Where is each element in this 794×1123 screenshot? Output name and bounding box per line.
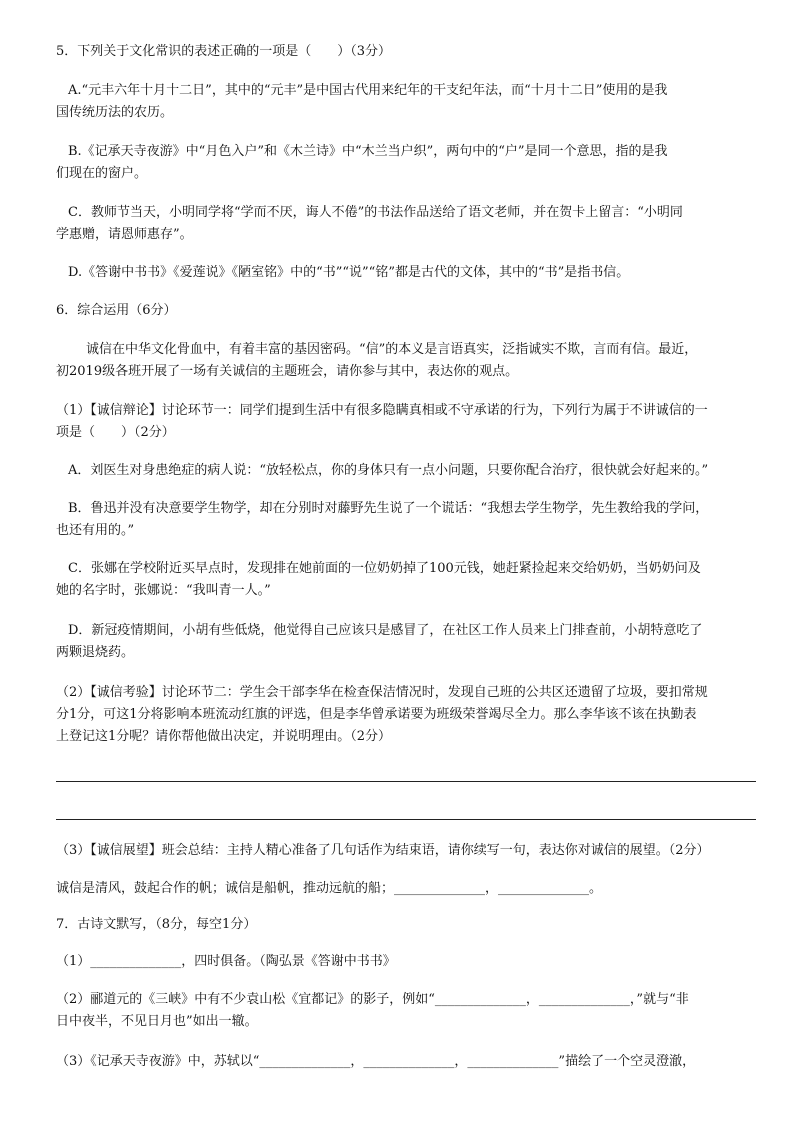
q6-intro-line2: 初2019级各班开展了一场有关诚信的主题班会，请你参与其中，表达你的观点。	[56, 364, 519, 379]
q5-option-b-line1: B.《记承天寺夜游》中“月色入户”和《木兰诗》中“木兰当户织”，两句中的“户”是同一个意思，指的是我	[68, 144, 668, 159]
q7-item2-line2: 日中夜半，不见日月也”如出一辙。	[56, 1014, 258, 1029]
q6-option-d-line2: 两颗退烧药。	[56, 645, 135, 660]
q5-option-a-line1: A.“元丰六年十月十二日”，其中的“元丰”是中国古代用来纪年的干支纪年法，而“十月十二日”使用的是我	[68, 83, 668, 98]
q6-part3-fill: 诚信是清风，鼓起合作的帆；诚信是船帆，推动远航的船；______________，______________。	[56, 881, 603, 896]
q7-stem: 7．古诗文默写，（8分，每空1分）	[56, 917, 257, 932]
q5-option-a-line2: 国传统历法的农历。	[56, 105, 174, 120]
q6-part1-line2: 项是（ ）（2分）	[56, 425, 175, 440]
q6-option-c-line1: C．张娜在学校附近买早点时，发现排在她前面的一位奶奶掉了100元钱，她赶紧捡起来交给奶奶，当奶奶问及	[68, 561, 701, 576]
q6-intro-line1: 诚信在中华文化骨血中，有着丰富的基因密码。“信”的本义是言语真实，泛指诚实不欺，言而有信。最近，	[86, 342, 698, 357]
q5-option-b-line2: 们现在的窗户。	[56, 166, 148, 181]
q6-option-a: A．刘医生对身患绝症的病人说：“放轻松点，你的身体只有一点小问题，只要你配合治疗，很快就会好起来的。”	[68, 463, 709, 478]
q6-option-b-line2: 也还有用的。”	[56, 523, 135, 538]
answer-line-2[interactable]	[56, 819, 756, 820]
q6-option-d-line1: D．新冠疫情期间，小胡有些低烧，他觉得自己应该只是感冒了，在社区工作人员来上门排查前，小胡特意吃了	[68, 623, 703, 638]
q5-option-c-line1: C．教师节当天，小明同学将“学而不厌，诲人不倦”的书法作品送给了语文老师，并在贺卡上留言：“小明同	[68, 205, 683, 220]
q6-stem: 6．综合运用（6分）	[56, 303, 177, 318]
q6-part2-line3: 上登记这1分呢？请你帮他做出决定，并说明理由。（2分）	[56, 729, 392, 744]
q6-part2-line2: 分1分，可这1分将影响本班流动红旗的评选，但是李华曾承诺要为班级荣誉竭尽全力。那么李华该不该在执勤表	[56, 707, 697, 722]
q6-option-c-line2: 她的名字时，张娜说：“我叫青一人。”	[56, 583, 271, 598]
q7-item3: （3）《记承天寺夜游》中，苏轼以“______________，______________，______________”描绘了一个空灵澄澈，	[56, 1054, 696, 1069]
q6-part1-line1: （1）【诚信辩论】讨论环节一：同学们提到生活中有很多隐瞒真相或不守承诺的行为，下列行为属于不讲诚信的一	[56, 403, 708, 418]
q6-part3: （3）【诚信展望】班会总结：主持人精心准备了几句话作为结束语，请你续写一句，表达你对诚信的展望。（2分）	[56, 843, 710, 858]
q5-stem: 5．下列关于文化常识的表述正确的一项是（ ）（3分）	[56, 44, 392, 59]
q7-item2-line1: （2）郦道元的《三峡》中有不少袁山松《宜都记》的影子，例如“______________，______________，”就与“非	[56, 992, 689, 1007]
q6-part2-line1: （2）【诚信考验】讨论环节二：学生会干部李华在检查保洁情况时，发现自己班的公共区还遗留了垃圾，要扣常规	[56, 685, 708, 700]
answer-line-1[interactable]	[56, 781, 756, 782]
q5-option-d: D.《答谢中书书》《爱莲说》《陋室铭》中的“书”“说”“铭”都是古代的文体，其中的“书”是指书信。	[68, 265, 630, 280]
q6-option-b-line1: B．鲁迅并没有决意要学生物学，却在分别时对藤野先生说了一个谎话：“我想去学生物学，先生教给我的学问，	[68, 501, 709, 516]
q7-item1: （1）______________，四时俱备。（陶弘景《答谢中书书》	[56, 954, 396, 969]
q5-option-c-line2: 学惠赠，请恩师惠存”。	[56, 227, 193, 242]
